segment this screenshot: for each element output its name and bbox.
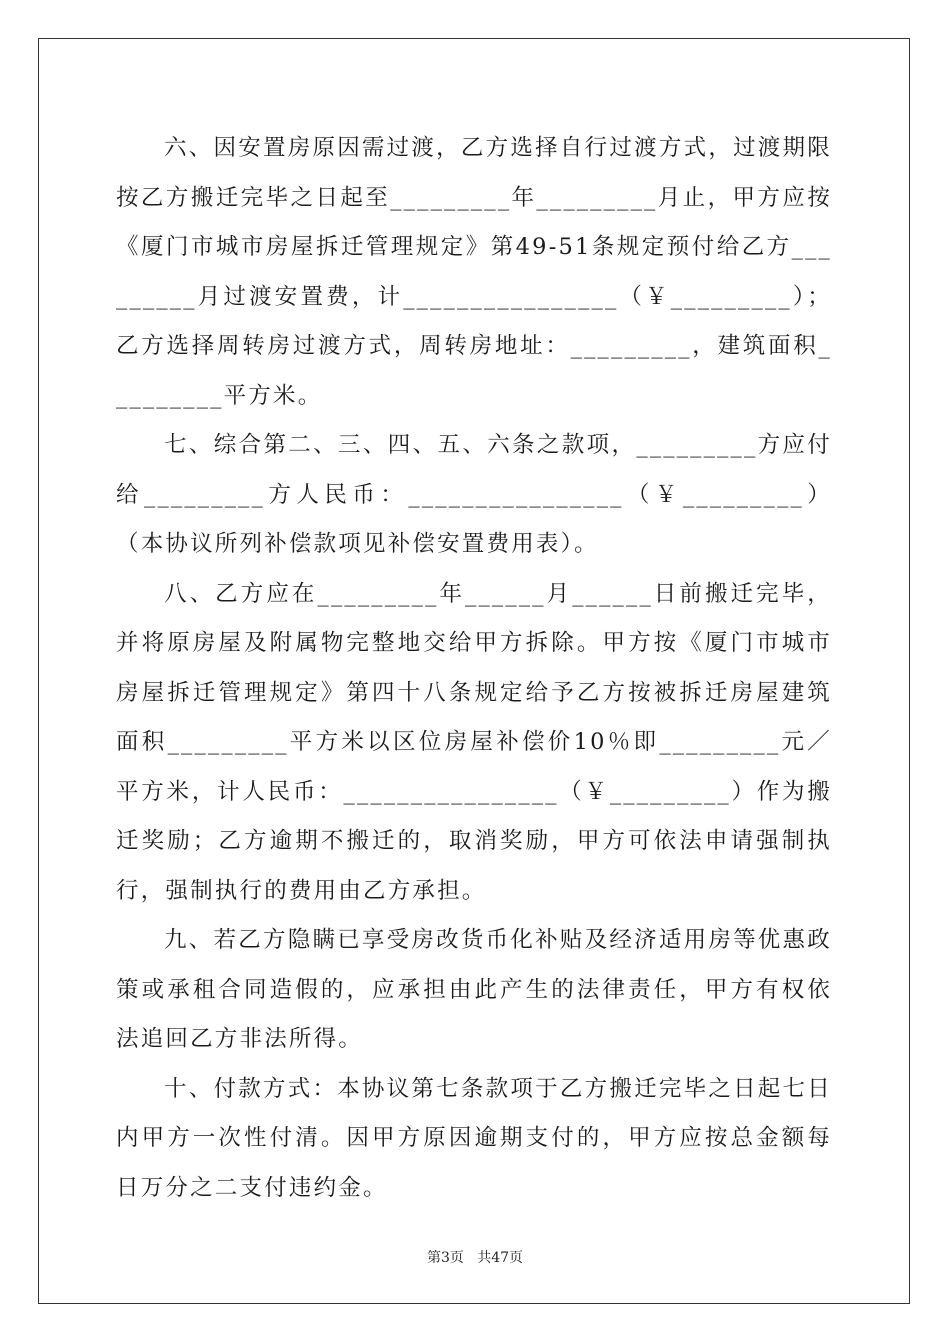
clause-6-paragraph: 六、因安置房原因需过渡，乙方选择自行过渡方式，过渡期限按乙方搬迁完毕之日起至_________年_________月止，甲方应按《厦门市城市房屋拆迁管理规定》第49-51条规定预付给乙方_________月过渡安置费，计________________（￥_________）；乙方选择周转房过渡方式，周转房地址：_________，建筑面积_________平方米。 bbox=[116, 135, 832, 409]
document-body bbox=[116, 124, 832, 1213]
clause-10-paragraph: 十、付款方式：本协议第七条款项于乙方搬迁完毕之日起七日内甲方一次性付清。因甲方原因逾期支付的，甲方应按总金额每日万分之二支付违约金。 bbox=[116, 1075, 832, 1201]
page-number-footer: 第3页 共47页 bbox=[426, 1250, 524, 1266]
clause-9-paragraph: 九、若乙方隐瞒已享受房改货币化补贴及经济适用房等优惠政策或承租合同造假的，应承担由此产生的法律责任，甲方有权依法追回乙方非法所得。 bbox=[116, 927, 832, 1052]
clause-8-paragraph: 八、乙方应在_________年______月______日前搬迁完毕，并将原房屋及附属物完整地交给甲方拆除。甲方按《厦门市城市房屋拆迁管理规定》第四十八条规定给予乙方按被拆迁房屋建筑面积_________平方米以区位房屋补偿价10％即_________元／平方米，计人民币：________________（￥_________）作为搬迁奖励；乙方逾期不搬迁的，取消奖励，甲方可依法申请强制执行，强制执行的费用由乙方承担。 bbox=[116, 580, 832, 904]
clause-7-paragraph: 七、综合第二、三、四、五、六条之款项，_________方应付给_________方人民币：________________（￥_________）（本协议所列补偿款项见补偿安置费用表）。 bbox=[116, 432, 832, 557]
